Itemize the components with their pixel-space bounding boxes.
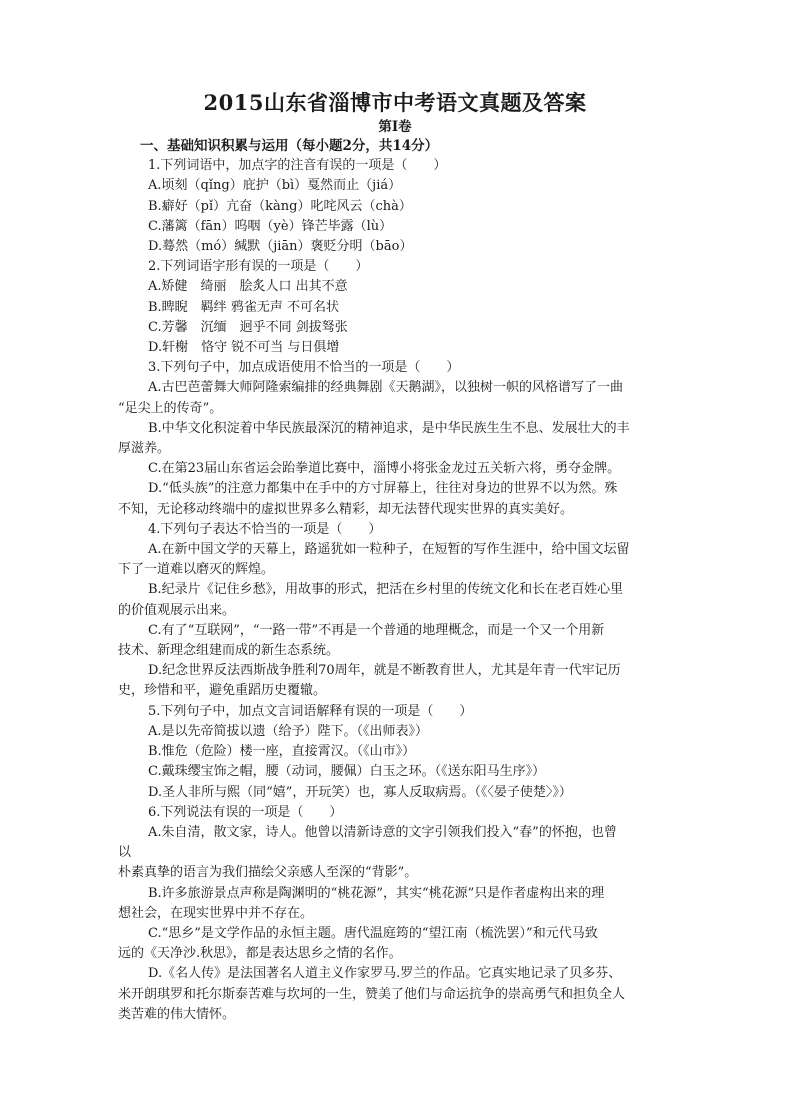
volume-label: 第Ⅰ卷 bbox=[378, 119, 412, 135]
answer-option: A.在新中国文学的天幕上，路遥犹如一粒种子，在短暂的写作生涯中，给中国文坛留 bbox=[148, 542, 630, 558]
text-continuation: 类苦难的伟大情怀。 bbox=[118, 1006, 236, 1022]
answer-option: C.有了“互联网”，“一路一带”不再是一个普通的地理概念，而是一个又一个用新 bbox=[148, 622, 605, 638]
answer-option: A.是以先帝简拔以遗（给予）陛下。（《出师表》） bbox=[148, 723, 429, 739]
answer-option: D.“低头族”的注意力都集中在手中的方寸屏幕上，往往对身边的世界不以为然。殊 bbox=[148, 481, 618, 497]
text-continuation: 的价值观展示出来。 bbox=[118, 602, 236, 618]
answer-option: A.古巴芭蕾舞大师阿隆索编排的经典舞剧《天鹅湖》，以独树一帜的风格谱写了一曲 bbox=[148, 380, 624, 396]
text-continuation: 史，珍惜和平，避免重蹈历史覆辙。 bbox=[118, 683, 327, 699]
text-continuation: 米开朗琪罗和托尔斯泰苦难与坎坷的一生，赞美了他们与命运抗争的崇高勇气和担负全人 bbox=[118, 986, 626, 1002]
answer-option: B.许多旅游景点声称是陶渊明的“桃花源”，其实“桃花源”只是作者虚构出来的理 bbox=[148, 885, 605, 901]
exam-body bbox=[118, 136, 678, 1025]
question-stem: 1.下列词语中，加点字的注音有误的一项是（ ） bbox=[148, 158, 447, 174]
text-continuation: 厚滋养。 bbox=[118, 441, 171, 457]
text-continuation: 下了一道难以磨灭的辉煌。 bbox=[118, 562, 275, 578]
answer-option: C.“思乡”是文学作品的永恒主题。唐代温庭筠的“望江南（梳洗罢）”和元代马致 bbox=[148, 925, 598, 941]
question-stem: 2.下列词语字形有误的一项是（ ） bbox=[148, 259, 369, 275]
text-continuation: 以 bbox=[118, 845, 132, 861]
answer-option: D.轩榭 恪守 锐不可当 与日俱增 bbox=[148, 340, 340, 356]
answer-option: C.戴珠缨宝饰之帽，腰（动词，腰佩）白玉之环。（《送东阳马生序》） bbox=[148, 764, 546, 780]
answer-option: C.藩篱（fān）呜咽（yè）锋芒毕露（lù） bbox=[148, 218, 393, 234]
text-continuation: “足尖上的传奇”。 bbox=[118, 400, 223, 416]
question-stem: 5.下列句子中，加点文言词语解释有误的一项是（ ） bbox=[148, 703, 473, 719]
answer-option: D.纪念世界反法西斯战争胜利70周年，就是不断教育世人，尤其是年青一代牢记历 bbox=[148, 663, 621, 679]
text-continuation: 想社会，在现实世界中并不存在。 bbox=[118, 905, 314, 921]
question-stem: 3.下列句子中，加点成语使用不恰当的一项是（ ） bbox=[148, 360, 460, 376]
answer-option: A.矫健 绮丽 脍炙人口 出其不意 bbox=[148, 279, 348, 295]
answer-option: B.惟危（危险）楼一座，直接霄汉。（《山市》） bbox=[148, 744, 416, 760]
answer-option: B.中华文化积淀着中华民族最深沉的精神追求，是中华民族生生不息、发展壮大的丰 bbox=[148, 420, 630, 436]
question-stem: 6.下列说法有误的一项是（ ） bbox=[148, 804, 343, 820]
section-heading: 一、基础知识积累与运用（每小题2分，共14分） bbox=[140, 138, 439, 154]
question-lines bbox=[118, 156, 678, 1025]
answer-option: D.蓦然（mó）缄默（jiān）褒贬分明（bāo） bbox=[148, 239, 413, 255]
answer-option: C.芳馨 沉缅 迥乎不同 剑拔驽张 bbox=[148, 319, 348, 335]
answer-option: B.纪录片《记住乡愁》，用故事的形式，把活在乡村里的传统文化和长在老百姓心里 bbox=[148, 582, 624, 598]
text-continuation: 不知，无论移动终端中的虚拟世界多么精彩，却无法替代现实世界的真实美好。 bbox=[118, 501, 574, 517]
question-stem: 4.下列句子表达不恰当的一项是（ ） bbox=[148, 521, 382, 537]
answer-option: B.睥睨 羁绊 鸦雀无声 不可名状 bbox=[148, 299, 339, 315]
answer-option: C.在第23届山东省运会跆拳道比赛中，淄博小将张金龙过五关斩六将，勇夺金牌。 bbox=[148, 461, 621, 477]
text-continuation: 远的《天净沙.秋思》，都是表达思乡之情的名作。 bbox=[118, 946, 402, 962]
text-continuation: 朴素真挚的语言为我们描绘父亲感人至深的“背影”。 bbox=[118, 865, 418, 881]
answer-option: B.癖好（pǐ）亢奋（kàng）叱咤风云（chà） bbox=[148, 198, 412, 214]
text-continuation: 技术、新理念组建而成的新生态系统。 bbox=[118, 643, 340, 659]
answer-option: D.《名人传》是法国著名人道主义作家罗马.罗兰的作品。它真实地记录了贝多芬、 bbox=[148, 966, 622, 982]
answer-option: A.朱自清，散文家，诗人。他曾以清新诗意的文字引领我们投入“春”的怀抱，也曾 bbox=[148, 824, 617, 840]
answer-option: D.圣人非所与熙（同“嬉”，开玩笑）也，寡人反取病焉。（《〈晏子使楚〉》） bbox=[148, 784, 572, 800]
answer-option: A.顷刻（qǐng）庇护（bì）戛然而止（jiá） bbox=[148, 178, 402, 194]
document-title: 2015山东省淄博市中考语文真题及答案 bbox=[203, 90, 587, 115]
